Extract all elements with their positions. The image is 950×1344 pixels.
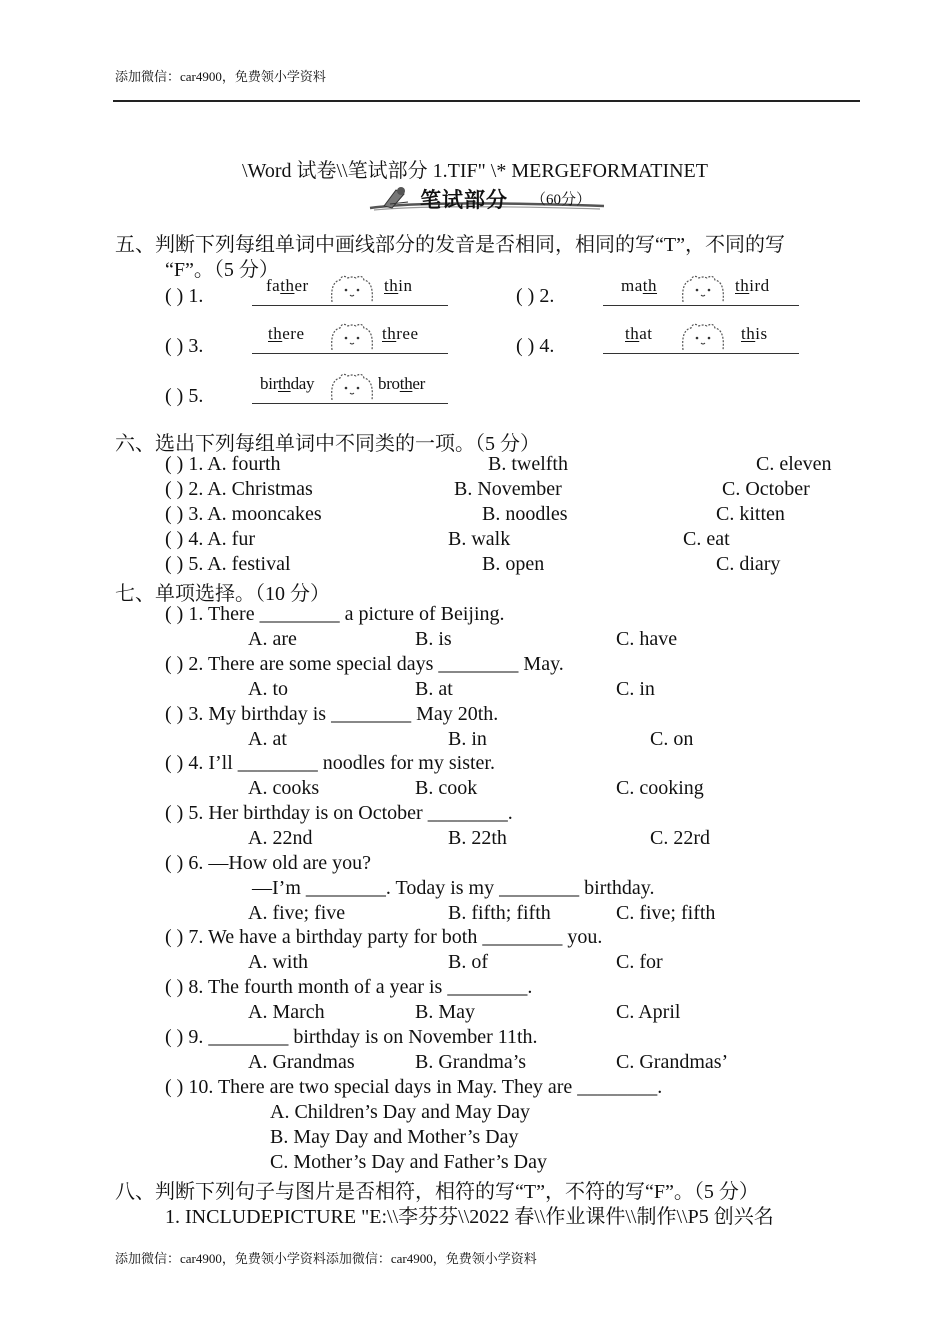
- s7-q7-a: A. with: [248, 951, 308, 973]
- s7-q5-c: C. 22rd: [650, 827, 710, 849]
- header-divider: [113, 100, 860, 102]
- word-left: birthday: [260, 374, 315, 393]
- s6-item-5-c: C. diary: [716, 553, 781, 575]
- s7-q7: ( ) 7. We have a birthday party for both ________ you.: [165, 926, 603, 948]
- s7-q9: ( ) 9. ________ birthday is on November 11th.: [165, 1026, 538, 1048]
- word-right: thin: [384, 276, 413, 295]
- s7-q1-b: B. is: [415, 628, 452, 650]
- s6-item-5: ( ) 5. A. festival: [165, 553, 291, 575]
- word-right: third: [735, 276, 770, 295]
- s5-item-2-num: ( ) 2.: [516, 285, 555, 307]
- s7-q8-c: C. April: [616, 1001, 681, 1023]
- word-left: father: [266, 276, 309, 295]
- bear-icon: [328, 322, 376, 352]
- s5-item-2-pair: [603, 276, 799, 306]
- word-right: this: [741, 324, 768, 343]
- s7-q1-a: A. are: [248, 628, 297, 650]
- s7-q2-c: C. in: [616, 678, 655, 700]
- bear-icon: [679, 322, 727, 352]
- s6-item-2-c: C. October: [722, 478, 810, 500]
- s7-q5: ( ) 5. Her birthday is on October ________.: [165, 802, 513, 824]
- s7-q6-c: C. five; fifth: [616, 902, 716, 924]
- answer-line: [603, 353, 799, 354]
- s7-q6-b: B. fifth; fifth: [448, 902, 551, 924]
- s7-q4-c: C. cooking: [616, 777, 704, 799]
- footer-note: 添加微信：car4900，免费领小学资料添加微信：car4900，免费领小学资料: [115, 1251, 537, 1266]
- s7-q8-a: A. March: [248, 1001, 325, 1023]
- word-left: that: [625, 324, 653, 343]
- s6-item-4: ( ) 4. A. fur: [165, 528, 255, 550]
- answer-line: [252, 305, 448, 306]
- s5-item-1-num: ( ) 1.: [165, 285, 204, 307]
- s7-q2-a: A. to: [248, 678, 288, 700]
- s7-q2-b: B. at: [415, 678, 453, 700]
- banner-title: 笔试部分: [420, 188, 508, 212]
- s7-q10-c: C. Mother’s Day and Father’s Day: [270, 1151, 547, 1173]
- s7-q4-a: A. cooks: [248, 777, 320, 799]
- s6-item-3: ( ) 3. A. mooncakes: [165, 503, 322, 525]
- answer-line: [252, 403, 448, 404]
- s6-item-1: ( ) 1. A. fourth: [165, 453, 281, 475]
- s7-q3: ( ) 3. My birthday is ________ May 20th.: [165, 703, 499, 725]
- s6-item-2: ( ) 2. A. Christmas: [165, 478, 313, 500]
- s7-q3-c: C. on: [650, 728, 694, 750]
- word-left: there: [268, 324, 305, 343]
- s5-item-5-pair: [252, 374, 448, 404]
- s5-item-4-num: ( ) 4.: [516, 335, 555, 357]
- s7-q4: ( ) 4. I’ll ________ noodles for my sister.: [165, 752, 495, 774]
- s7-q1-c: C. have: [616, 628, 678, 650]
- section8-title: 八、判断下列句子与图片是否相符，相符的写“T”，不符的写“F”。（5 分）: [115, 1181, 759, 1203]
- s6-item-4-b: B. walk: [448, 528, 511, 550]
- s7-q10-b: B. May Day and Mother’s Day: [270, 1126, 519, 1148]
- bear-icon: [328, 274, 376, 304]
- s6-item-2-b: B. November: [454, 478, 562, 500]
- answer-line: [603, 305, 799, 306]
- s7-q8-b: B. May: [415, 1001, 475, 1023]
- s7-q4-b: B. cook: [415, 777, 478, 799]
- s7-q3-b: B. in: [448, 728, 487, 750]
- s7-q7-b: B. of: [448, 951, 488, 973]
- section7-title: 七、单项选择。（10 分）: [115, 583, 330, 605]
- s5-item-4-pair: [603, 324, 799, 354]
- section5-title: 五、判断下列每组单词中画线部分的发音是否相同，相同的写“T”，不同的写: [115, 234, 785, 256]
- s7-q7-c: C. for: [616, 951, 663, 973]
- s7-q10-a: A. Children’s Day and May Day: [270, 1101, 530, 1123]
- section6-title: 六、选出下列每组单词中不同类的一项。（5 分）: [115, 433, 540, 455]
- header-note: 添加微信：car4900，免费领小学资料: [115, 69, 326, 84]
- s7-q6: ( ) 6. —How old are you?: [165, 852, 372, 874]
- bear-icon: [328, 372, 376, 402]
- s5-item-3-pair: [252, 324, 448, 354]
- s7-q1: ( ) 1. There ________ a picture of Beijing.: [165, 603, 505, 625]
- s5-item-1-pair: [252, 276, 448, 306]
- s7-q9-a: A. Grandmas: [248, 1051, 355, 1073]
- s6-item-3-b: B. noodles: [482, 503, 568, 525]
- s8-line1: 1. INCLUDEPICTURE "E:\\李芬芬\\2022 春\\作业课件\\制作\\P5 创兴名: [165, 1206, 774, 1228]
- section5-title-cont: “F”。（5 分）: [165, 259, 279, 281]
- s7-q5-b: B. 22th: [448, 827, 507, 849]
- s7-q2: ( ) 2. There are some special days ________ May.: [165, 653, 564, 675]
- word-right: three: [382, 324, 419, 343]
- s6-item-1-c: C. eleven: [756, 453, 832, 475]
- s5-item-5-num: ( ) 5.: [165, 385, 204, 407]
- s7-q5-a: A. 22nd: [248, 827, 313, 849]
- s7-q3-a: A. at: [248, 728, 287, 750]
- s6-item-1-b: B. twelfth: [488, 453, 568, 475]
- s7-q10: ( ) 10. There are two special days in May. They are ________.: [165, 1076, 663, 1098]
- word-right: brother: [378, 374, 425, 393]
- s6-item-5-b: B. open: [482, 553, 545, 575]
- s7-q9-b: B. Grandma’s: [415, 1051, 527, 1073]
- s6-item-3-c: C. kitten: [716, 503, 785, 525]
- word-left: math: [621, 276, 658, 295]
- s7-q6-line2: —I’m ________. Today is my ________ birthday.: [252, 877, 655, 899]
- s7-q8: ( ) 8. The fourth month of a year is ________.: [165, 976, 533, 998]
- banner-score: （60分）: [531, 192, 592, 208]
- s7-q6-a: A. five; five: [248, 902, 346, 924]
- s6-item-4-c: C. eat: [683, 528, 730, 550]
- s5-item-3-num: ( ) 3.: [165, 335, 204, 357]
- merge-field-text: \Word 试卷\\笔试部分 1.TIF" \* MERGEFORMATINET: [242, 160, 708, 182]
- answer-line: [252, 353, 448, 354]
- bear-icon: [679, 274, 727, 304]
- s7-q9-c: C. Grandmas’: [616, 1051, 729, 1073]
